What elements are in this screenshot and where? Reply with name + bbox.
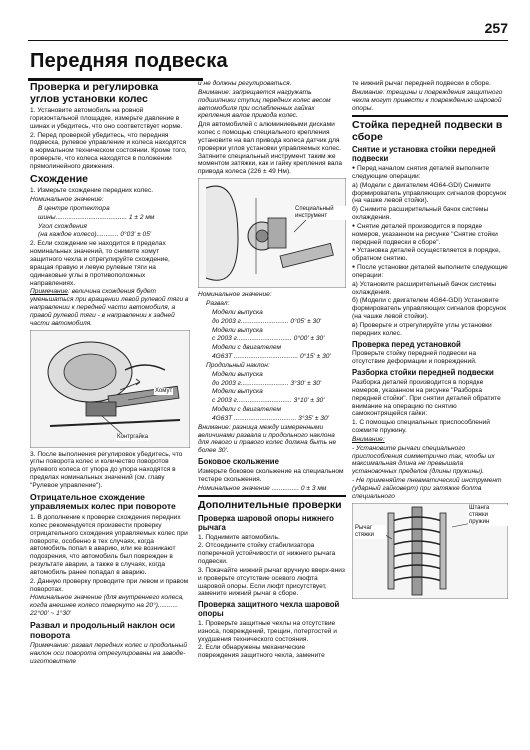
heading-ball-joint: Проверка шаровой опоры нижнего рычага [198, 513, 334, 532]
paragraph: 3. После выполнения регулировок убедитесь, что углы поворота колес и количество поворотов рулевого колеса от упора до упора находятся в пределах номинальных значений (см. главу "Рулевое управление"). [30, 450, 183, 489]
warning: Внимание: трещины и повреждения защитного чехла могут привести к повреждению шаровой опоры. [352, 88, 503, 112]
label-compressor-rod: Штанга стяжки пружин [468, 505, 508, 526]
paragraph: Для автомобилей с алюминиевыми дисками колес с помощью специального крепления установите на вал привода колеса датчик для проверки углов установки управляемых колес. Затяните специальный инструмент таким же моментом затяжки, как и гайку крепления вала привода колеса (226 ± 49 Нм). [198, 121, 343, 176]
paragraph: Разборка деталей производится в порядке номеров, указанном на рисунке "Разборка передней стойки". При снятии деталей обратите внимание на операцию по снятию самоконтрящейся гайки: [352, 378, 501, 418]
bullet-item: ● После установки деталей выполните следующие операции: [352, 264, 508, 280]
special-tool-drawing [198, 178, 346, 288]
list-item: а) (Модели с двигателем 4G64-GDI) Снимите формирователь управляющих сигналов форсунок (на чашке левой стойки). [352, 181, 507, 205]
spec-line: В центре протектора [38, 204, 110, 212]
spec-line: Номинальное значение ............... 0 ± 3 мм [198, 484, 327, 492]
paragraph: 3. Покачайте нижний рычаг вручную вверх-вниз и проверьте отсутствие осевого люфта шаровой опоры. Если люфт присутствует, замените нижний рычаг в сборе. [198, 566, 345, 598]
warning: Внимание: запрещается нагружать подшипники ступиц передних колес весом автомобиля при ослабленных гайках крепления валов привода колес. [198, 88, 331, 120]
heading-additional-checks: Дополнительные проверки [198, 499, 342, 512]
spec-line: с 2003 г.............................. 0°00' ± 30' [212, 335, 325, 343]
heading-side-slip: Боковое скольжение [198, 457, 279, 467]
label-clamp: Хомут [155, 387, 173, 394]
paragraph: 1. Проверьте защитные чехлы на отсутствие износа, повреждений, трещин, потертостей и ухудшения технического состояния. [198, 619, 337, 643]
bullet-item: ● Перед началом снятия деталей выполните следующие операции: [352, 165, 508, 181]
note-label: Примечание [30, 288, 68, 296]
list-item: в) Проверьте и отрегулируйте углы установки передних колес. [352, 322, 492, 337]
spec-line: Угол схождения [38, 222, 87, 230]
note-text: : величина схождения будет уменьшаться при вращении левой рулевой тяги в направлении к передней части автомобиля, а правой рулевой тяги - в направлении к задней части автомобиля. [30, 288, 189, 327]
page-number: 257 [484, 20, 508, 36]
heading-removal: Снятие и установка стойки передней подвески [352, 145, 496, 164]
paragraph: Номинальное значение (для внутреннего колеса, когда внешнее колесо повернуто на 20°)........... 22°00' ~ 1°30' [30, 594, 184, 618]
note-text: - Не применяйте пневматический инструмент (ударный гайковерт) при затяжке болта специального [352, 477, 502, 500]
nominal-label: Номинальное значение: [198, 291, 272, 299]
heading-toe: Схождение [30, 172, 89, 185]
column-right [352, 80, 508, 748]
paragraph: 2. Перед проверкой убедитесь, что передняя подвеска, рулевое управление и колеса находятся в нормальном техническом состоянии. Кроме того, проверьте, что колеса находятся в положении прямолинейного движения. [30, 131, 187, 170]
heading-strut-assembly: Стойка передней подвески в сборе [352, 119, 503, 143]
spec-line: до 2003 г.......................... 3°30' ± 30' [212, 379, 322, 387]
spec-line: с 2003 г.............................. 3°10' ± 30' [212, 397, 325, 405]
list-item: а) Установите расширительный бачок системы охлаждения. [352, 280, 496, 296]
paragraph: 2. Отсоедините стойку стабилизатора поперечной устойчивости от нижнего рычага подвески. [198, 542, 336, 566]
list-item: б) (Модели с двигателем 4G64-GDI) Установите формирователь управляющих сигналов форсунок (на чашке левой стойки). [352, 297, 507, 321]
paragraph: 2. Данную проверку проводите при левом и правом поворотах. [30, 577, 189, 593]
bullet-item: ● Снятие деталей производится в порядке номеров, указанном на рисунке "Снятие стойки передней подвески в сборе". [352, 223, 508, 247]
label-locknut: Контргайка [117, 433, 149, 440]
spec-line: 4G63T ................................... 0°15' ± 30' [212, 353, 331, 361]
spec-line: Модели выпуска [212, 308, 263, 316]
divider [198, 495, 346, 497]
spec-line: 4G63T .................................. 3°35' ± 30' [212, 414, 329, 422]
paragraph: 2. Если обнаружены механические повреждения защитного чехла, замените [198, 644, 325, 660]
spec-line: Модели выпуска [212, 370, 263, 378]
figure-special-tool [198, 178, 346, 288]
header-rule [28, 40, 508, 41]
heading-pre-install-check: Проверка перед установкой [352, 339, 461, 349]
paragraph: 1. Измерьте схождение передних колес. [30, 187, 154, 195]
paragraph: Проверьте стойку передней подвески на отсутствие деформации и повреждений. [352, 350, 477, 366]
paragraph: 1. Установите автомобиль на ровной горизонтальной площадке, измерьте давление в шинах и убедитесь, что оно соответствует норме. [30, 107, 183, 130]
spec-line: до 2003 г.......................... 0°05' ± 30' [212, 317, 322, 325]
paragraph: Измерьте боковое скольжение на специальном тестере скольжения. [198, 467, 344, 483]
spec-line: Продольный наклон: [206, 361, 270, 369]
spec-line: Модели с двигателем [212, 406, 281, 414]
figure-spring-compressor [352, 503, 508, 599]
spec-line: Модели выпуска [212, 388, 263, 396]
heading-check-alignment: Проверка и регулировка углов установки колес [30, 82, 159, 105]
heading-disassembly: Разборка стойки передней подвески [352, 368, 494, 378]
note-label: Внимание: [352, 435, 385, 443]
divider [352, 115, 508, 117]
title-underline [28, 78, 203, 81]
section-title: Передняя подвеска [30, 50, 228, 72]
spec-line: Модели с двигателем [212, 344, 281, 352]
paragraph: 1. В дополнение к проверке схождения передних колес рекомендуется произвести проверку отрицательного схождения управляемых колес при повороте, особенно в тех случаях, когда автомобиль попал в аварию, или же возникают подозрения, что автомобиль был поврежден в результате аварии, а также в случаях, когда автомобиль ранее попадал в аварию. [30, 514, 188, 576]
warning: Внимание: разница между измеренными величинами развала и продольного наклона для левого и правого колес должна быть не более 30'. [198, 423, 337, 455]
note-text: - Установите рычаги специального приспособления симметрично так, чтобы их максимальная длина не превышала установочных пределов (длины пружины). [352, 444, 495, 476]
paragraph: те нижний рычаг передней подвески в сборе. [352, 80, 491, 87]
paragraph: 1. С помощью специальных приспособлений сожмите пружину. [352, 419, 490, 435]
note [30, 288, 190, 327]
paragraph: и не должны регулироваться. [198, 80, 292, 87]
column-middle [198, 80, 346, 748]
paragraph: Примечание: развал передних колес и продольный наклон оси поворота отрегулированы на заводе-изготовителе [30, 642, 187, 665]
bullet-item: ● Установка деталей осуществляется в порядке, обратном снятию. [352, 247, 508, 263]
spec-line: шины....................................... 1 ± 2 мм [38, 213, 155, 221]
list-item: б) Снимите расширительный бачок системы охлаждения. [352, 206, 489, 222]
heading-boot-check: Проверка защитного чехла шаровой опоры [198, 600, 340, 619]
paragraph: 2. Если схождение не находится в пределах номинальных значений, то снимите хомут защитного чехла и отрегулируйте схождение, вращая правую и левую рулевые тяги на одинаковые углы в противоположных направлениях. [30, 240, 170, 287]
spec-line: Развал: [206, 299, 230, 307]
label-special-tool: Специальный инструмент [294, 206, 346, 220]
paragraph: 1. Поднимите автомобиль. [198, 533, 280, 541]
label-compressor-lever: Рычаг стяжки [354, 525, 386, 539]
spec-line: Модели выпуска [212, 326, 263, 334]
nominal-label: Номинальное значение: [30, 196, 104, 204]
heading-camber: Развал и продольный наклон оси поворота [30, 619, 175, 640]
column-left [30, 82, 190, 750]
spec-line: (на каждое колесо)............ 0°03' ± 05' [38, 231, 152, 239]
figure-tie-rod [30, 330, 190, 448]
heading-negative-toe: Отрицательное схождение управляемых колес при повороте [30, 491, 176, 512]
